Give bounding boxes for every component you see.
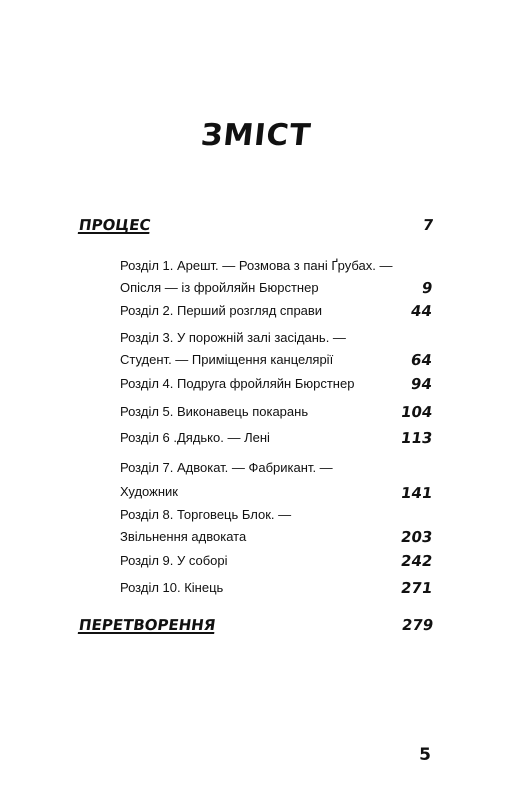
page-title: ЗМІСТ [199, 118, 313, 153]
toc-part-metamorphosis [79, 616, 433, 640]
chapter-page-number: 104 [399, 403, 434, 421]
toc-chapter-6 [120, 427, 432, 449]
toc-chapter-3 [120, 327, 432, 371]
chapter-page-number: 94 [409, 375, 434, 393]
chapter-title: Розділ 1. Арешт. — Розмова з пані Ґрубах. — Опісля — із фройляйн Бюрстнер [120, 258, 393, 295]
toc-chapter-5 [120, 401, 432, 423]
toc-chapter-4 [120, 373, 432, 395]
chapter-page-number: 203 [399, 528, 434, 546]
toc-chapter-8 [120, 504, 432, 548]
chapter-title: Розділ 7. Адвокат. — Фабрикант. — Художник [120, 460, 333, 499]
chapter-title: Розділ 8. Торговець Блок. — Звільнення адвоката [120, 507, 292, 544]
chapter-page-number: 64 [409, 351, 434, 369]
chapter-page-number: 271 [399, 579, 434, 597]
toc-part-process [79, 216, 433, 240]
chapter-page-number: 44 [409, 302, 434, 320]
part-title: ПРОЦЕС [77, 216, 152, 234]
toc-chapter-2 [120, 300, 432, 322]
chapter-page-number: 9 [420, 279, 434, 297]
chapter-title: Розділ 4. Подруга фройляйн Бюрстнер [120, 376, 355, 391]
chapter-title: Розділ 9. У соборі [120, 553, 228, 568]
toc-chapter-7 [120, 456, 432, 504]
chapter-title: Розділ 3. У порожній залі засідань. — Студент. — Приміщення канцелярії [120, 330, 346, 367]
part-page-number: 279 [400, 616, 435, 634]
part-page-number: 7 [421, 216, 435, 234]
chapter-title: Розділ 6 .Дядько. — Лені [120, 430, 270, 445]
chapter-page-number: 242 [399, 552, 434, 570]
chapter-title: Розділ 5. Виконавець покарань [120, 404, 309, 419]
chapter-page-number: 113 [399, 429, 434, 447]
chapter-title: Розділ 2. Перший розгляд справи [120, 303, 323, 318]
part-title: ПЕРЕТВОРЕННЯ [77, 616, 217, 634]
page-number: 5 [419, 745, 431, 765]
chapter-page-number: 141 [399, 484, 434, 502]
toc-chapter-10 [120, 577, 432, 599]
chapter-title: Розділ 10. Кінець [120, 580, 224, 595]
toc-chapter-1 [120, 255, 432, 299]
toc-chapter-9 [120, 550, 432, 572]
